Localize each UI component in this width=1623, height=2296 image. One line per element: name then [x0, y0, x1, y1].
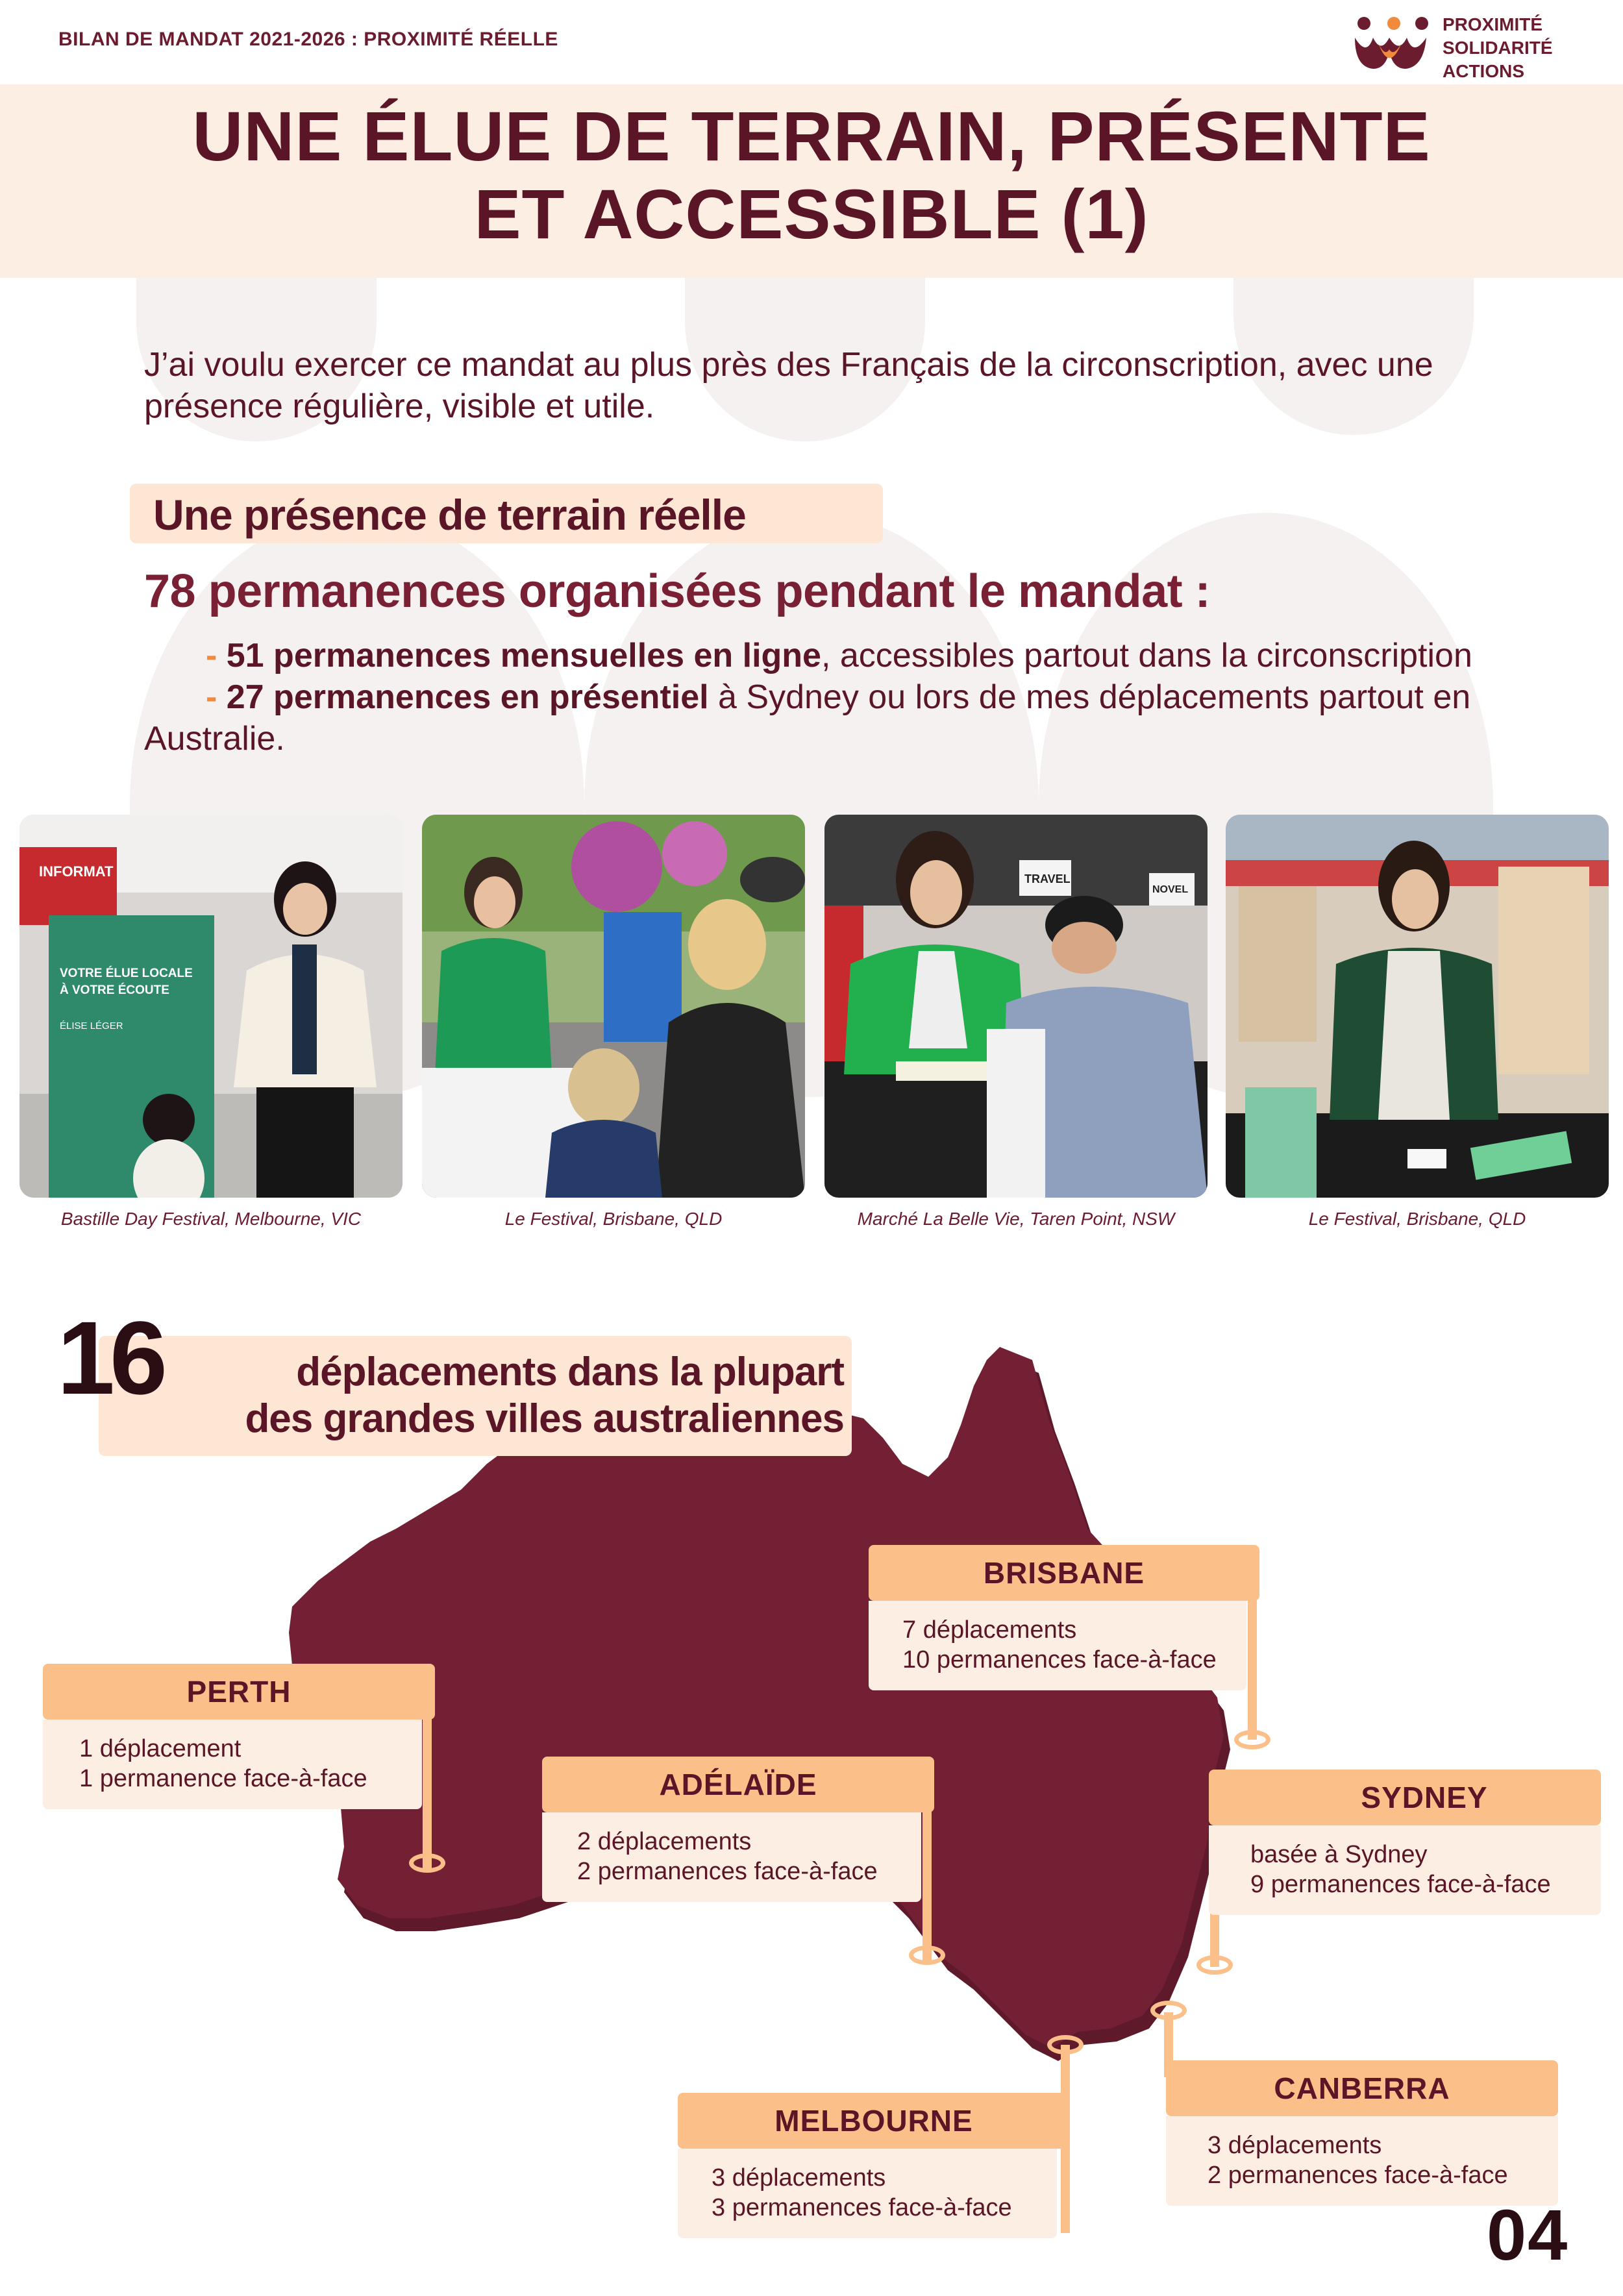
bullet-dash: - — [206, 637, 227, 674]
logo-line: PROXIMITÉ — [1443, 14, 1543, 34]
page-number: 04 — [1487, 2195, 1569, 2275]
map-pin-brisbane — [1234, 1730, 1270, 1749]
event-photo — [19, 815, 403, 1198]
photo-caption: Marché La Belle Vie, Taren Point, NSW — [857, 1209, 1175, 1229]
city-detail-line: 2 déplacements — [577, 1828, 752, 1855]
city-name: PERTH — [43, 1664, 435, 1720]
photo-caption: Le Festival, Brisbane, QLD — [1308, 1209, 1526, 1229]
booth-sign: INFORMAT — [39, 863, 114, 880]
event-photo — [422, 815, 805, 1198]
bullet-rest: à Sydney ou lors de mes déplacements partout en Australie. — [144, 678, 1471, 758]
map-pin-perth — [409, 1853, 445, 1873]
pin-stem — [423, 1714, 432, 1870]
city-name: MELBOURNE — [678, 2093, 1070, 2149]
city-detail-line: 3 déplacements — [712, 2164, 886, 2191]
photo-caption: Le Festival, Brisbane, QLD — [504, 1209, 723, 1229]
city-name: BRISBANE — [869, 1545, 1259, 1601]
city-details — [542, 1812, 921, 1902]
banner-name: ÉLISE LÉGER — [60, 1020, 123, 1031]
city-name: SYDNEY — [1209, 1770, 1601, 1825]
city-details — [1166, 2116, 1558, 2206]
stall-sign: TRAVEL — [1024, 872, 1071, 885]
city-detail-line: 9 permanences face-à-face — [1250, 1871, 1551, 1898]
title-line-1: UNE ÉLUE DE TERRAIN, PRÉSENTE — [192, 97, 1431, 175]
bullet-strong: 27 permanences en présentiel — [226, 678, 709, 716]
city-name: CANBERRA — [1166, 2060, 1558, 2116]
map-pin-melbourne — [1047, 2035, 1084, 2055]
city-detail-line: 7 déplacements — [902, 1616, 1077, 1644]
city-detail-line: 1 permanence face-à-face — [79, 1765, 367, 1792]
deplacements-line-1: déplacements dans la plupart — [296, 1350, 844, 1394]
city-detail-line: 2 permanences face-à-face — [1208, 2162, 1508, 2189]
svg-text:À VOTRE ÉCOUTE: À VOTRE ÉCOUTE — [60, 983, 169, 997]
map-pin-adelaide — [909, 1945, 945, 1965]
city-detail-line: basée à Sydney — [1250, 1841, 1428, 1868]
header-label: BILAN DE MANDAT 2021-2026 : PROXIMITÉ RÉELLE — [58, 29, 558, 50]
deplacements-line-2: des grandes villes australiennes — [245, 1396, 844, 1441]
list-item — [144, 676, 1533, 759]
svg-text:VOTRE ÉLUE LOCALE: VOTRE ÉLUE LOCALE — [60, 967, 193, 980]
city-detail-line: 3 permanences face-à-face — [712, 2194, 1012, 2221]
event-photo — [1226, 815, 1609, 1198]
stall-sign: NOVEL — [1152, 884, 1189, 895]
logo-line: ACTIONS — [1443, 61, 1524, 81]
page-title — [0, 97, 1623, 253]
pin-stem — [923, 1805, 932, 1960]
section-tag: Une présence de terrain réelle — [153, 491, 746, 539]
deplacements-number: 16 — [57, 1300, 162, 1416]
logo-text — [1443, 13, 1553, 83]
title-line-2: ET ACCESSIBLE (1) — [474, 175, 1149, 253]
city-details — [869, 1601, 1246, 1690]
pin-stem — [1248, 1597, 1257, 1740]
intro-paragraph: J’ai voulu exercer ce mandat au plus près des Français de la circonscription, avec une présence régulière, visible et utile. — [144, 346, 1433, 425]
deplacements-text — [143, 1349, 844, 1442]
city-detail-line: 1 déplacement — [79, 1735, 242, 1762]
bullet-strong: 51 permanences mensuelles en ligne — [226, 637, 821, 674]
photo-caption: Bastille Day Festival, Melbourne, VIC — [60, 1209, 362, 1229]
city-details — [43, 1720, 422, 1809]
logo-line: SOLIDARITÉ — [1443, 38, 1553, 58]
permanences-heading: 78 permanences organisées pendant le mandat : — [144, 565, 1211, 617]
map-pin-canberra — [1150, 2001, 1187, 2020]
event-photo — [824, 815, 1208, 1198]
list-item — [144, 635, 1533, 676]
city-detail-line: 3 déplacements — [1208, 2132, 1382, 2159]
city-details — [678, 2149, 1057, 2238]
map-pin-sydney — [1196, 1955, 1233, 1975]
city-name: ADÉLAÏDE — [542, 1757, 934, 1812]
city-details — [1209, 1825, 1601, 1915]
permanences-list — [144, 635, 1533, 759]
bullet-rest: , accessibles partout dans la circonscription — [821, 637, 1472, 674]
city-detail-line: 2 permanences face-à-face — [577, 1858, 878, 1885]
city-detail-line: 10 permanences face-à-face — [902, 1646, 1217, 1673]
bullet-dash: - — [206, 678, 227, 716]
